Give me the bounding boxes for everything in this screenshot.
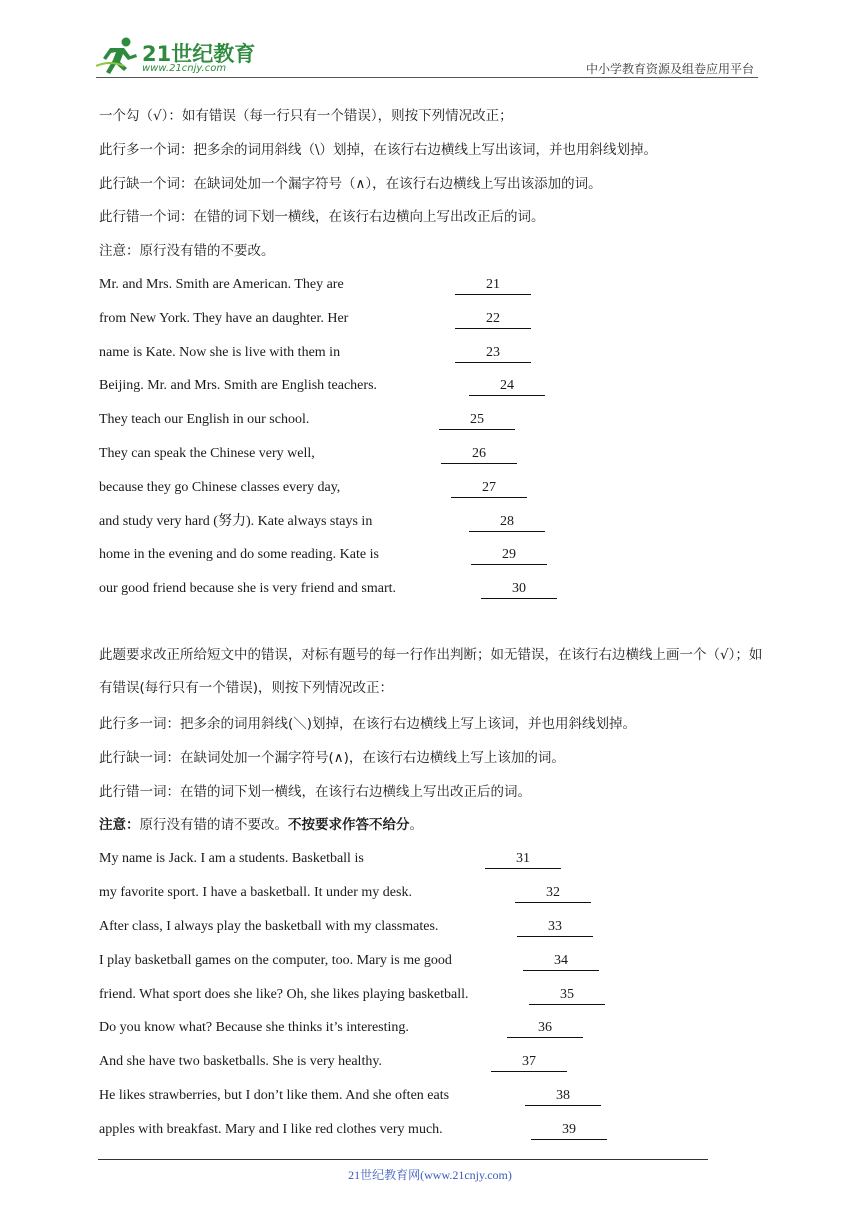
instruction-line: 此行错一个词：在错的词下划一横线，在该行右边横向上写出改正后的词。 — [99, 209, 545, 225]
passage-line: Do you know what? Because she thinks it’s interesting. — [99, 1020, 409, 1035]
instruction-line: 此行缺一词：在缺词处加一个漏字符号(∧)，在该行右边横线上写上该加的词。 — [99, 750, 565, 766]
instruction-line: 此行缺一个词：在缺词处加一个漏字符号（∧），在该行右边横线上写出该添加的词。 — [99, 176, 602, 192]
passage-line: And she have two basketballs. She is very healthy. — [99, 1054, 382, 1069]
passage-line: My name is Jack. I am a students. Basketball is — [99, 851, 364, 866]
note-line — [99, 816, 423, 834]
answer-blank[interactable]: 28 — [469, 513, 545, 532]
answer-blank[interactable]: 30 — [481, 580, 557, 599]
passage-line: apples with breakfast. Mary and I like red clothes very much. — [99, 1122, 443, 1137]
passage-line: home in the evening and do some reading. Kate is — [99, 547, 379, 562]
answer-blank[interactable]: 24 — [469, 377, 545, 396]
answer-blank[interactable]: 33 — [517, 918, 593, 937]
passage-line: my favorite sport. I have a basketball. It under my desk. — [99, 885, 412, 900]
passage-line: our good friend because she is very friend and smart. — [99, 581, 397, 596]
platform-title: 中小学教育资源及组卷应用平台 — [585, 62, 754, 76]
answer-blank[interactable]: 39 — [531, 1121, 607, 1140]
answer-blank[interactable]: 36 — [507, 1019, 583, 1038]
answer-blank[interactable]: 32 — [515, 884, 591, 903]
passage-line: Beijing. Mr. and Mrs. Smith are English teachers. — [99, 378, 378, 393]
answer-blank[interactable]: 23 — [455, 344, 531, 363]
answer-blank[interactable]: 38 — [525, 1087, 601, 1106]
site-logo[interactable] — [96, 36, 266, 78]
page-header — [0, 0, 860, 80]
note-end: 。 — [409, 817, 423, 833]
passage-line: name is Kate. Now she is live with them in — [99, 345, 341, 360]
footer-divider — [98, 1159, 708, 1160]
instruction-line: 此行多一词：把多余的词用斜线(＼)划掉，在该行右边横线上写上该词，并也用斜线划掉。 — [99, 716, 637, 732]
passage-line: because they go Chinese classes every day, — [99, 480, 341, 495]
answer-blank[interactable]: 37 — [491, 1053, 567, 1072]
answer-blank[interactable]: 27 — [451, 479, 527, 498]
note-line: 注意：原行没有错的不要改。 — [99, 243, 275, 259]
instruction-line: 此行错一词：在错的词下划一横线，在该行右边横线上写出改正后的词。 — [99, 784, 531, 800]
note-label: 注意： — [99, 817, 140, 833]
footer-link[interactable]: 21世纪教育网(www.21cnjy.com) — [348, 1168, 512, 1182]
section2-intro: 此题要求改正所给短文中的错误，对标有题号的每一行作出判断；如无错误，在该行右边横线上画一个（√）；如有错误(每行只有一个错误)，则按下列情况改正： — [99, 647, 763, 696]
logo-url: www.21cnjy.com — [142, 63, 227, 74]
answer-blank[interactable]: 29 — [471, 546, 547, 565]
answer-blank[interactable]: 35 — [529, 986, 605, 1005]
passage-line: friend. What sport does she like? Oh, she likes playing basketball. — [99, 987, 469, 1002]
instruction-line: 此行多一个词：把多余的词用斜线（\）划掉，在该行右边横线上写出该词，并也用斜线划掉。 — [99, 142, 658, 158]
answer-blank[interactable]: 22 — [455, 310, 531, 329]
passage-line: He likes strawberries, but I don’t like them. And she often eats — [99, 1088, 450, 1103]
answer-blank[interactable]: 31 — [485, 850, 561, 869]
passage-line: Mr. and Mrs. Smith are American. They are — [99, 277, 344, 292]
passage-line: They can speak the Chinese very well, — [99, 446, 315, 461]
logo-wordmark: 21世纪教育 — [142, 42, 256, 66]
note-text: 原行没有错的请不要改。 — [139, 817, 288, 833]
answer-blank[interactable]: 21 — [455, 276, 531, 295]
passage-line: After class, I always play the basketball with my classmates. — [99, 919, 439, 934]
runner-icon — [96, 36, 140, 76]
passage-line: from New York. They have an daughter. Her — [99, 311, 349, 326]
header-divider — [96, 77, 758, 78]
passage-line: I play basketball games on the computer, too. Mary is me good — [99, 953, 452, 968]
answer-blank[interactable]: 34 — [523, 952, 599, 971]
instruction-line: 一个勾（√）：如有错误（每一行只有一个错误），则按下列情况改正； — [99, 108, 513, 124]
note-bold: 不按要求作答不给分 — [288, 817, 410, 833]
passage-line: They teach our English in our school. — [99, 412, 310, 427]
answer-blank[interactable]: 26 — [441, 445, 517, 464]
passage-line: and study very hard (努力). Kate always stays in — [99, 514, 373, 529]
answer-blank[interactable]: 25 — [439, 411, 515, 430]
